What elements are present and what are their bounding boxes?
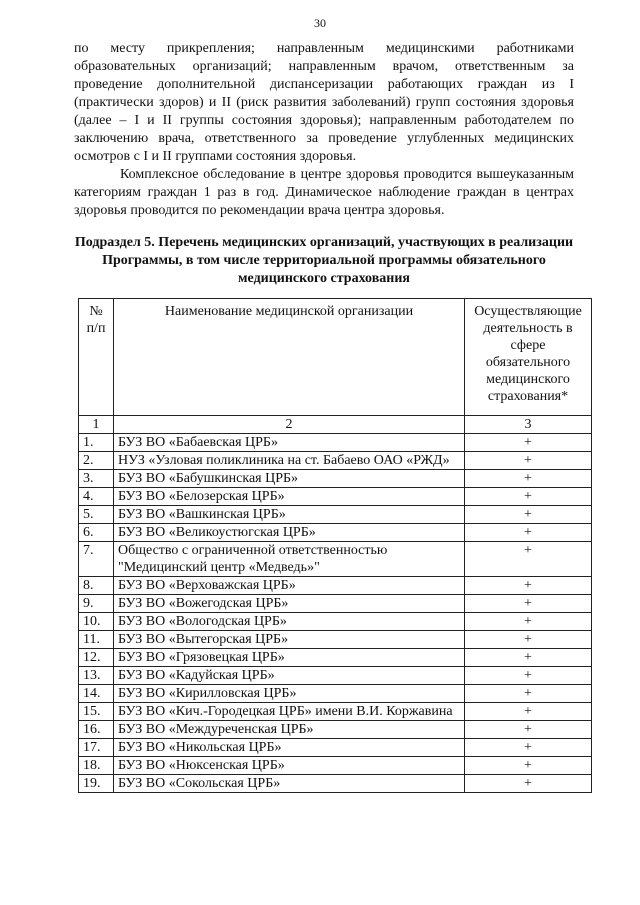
organization-name: БУЗ ВО «Грязовецкая ЦРБ» [114,649,465,667]
table-row [79,577,592,595]
intro-paragraph: Комплексное обследование в центре здоровья проводится вышеуказанным категориям граждан 1 раз в год. Динамическое наблюдение граждан в центрах здоровья проводится по рекомендации врача центра здоровья. [74,167,574,218]
organization-name: НУЗ «Узловая поликлиника на ст. Бабаево ОАО «РЖД» [114,452,465,470]
row-number: 9. [79,595,114,613]
row-number: 6. [79,524,114,542]
table-row [79,506,592,524]
oms-mark: + [465,506,592,524]
table-body [79,434,592,793]
row-number: 1. [79,434,114,452]
organization-name: БУЗ ВО «Никольская ЦРБ» [114,739,465,757]
organization-name: БУЗ ВО «Кирилловская ЦРБ» [114,685,465,703]
oms-mark: + [465,542,592,577]
row-number: 8. [79,577,114,595]
oms-mark: + [465,577,592,595]
organization-name: БУЗ ВО «Верховажская ЦРБ» [114,577,465,595]
organization-name: БУЗ ВО «Бабаевская ЦРБ» [114,434,465,452]
oms-mark: + [465,470,592,488]
table-row [79,631,592,649]
column-number: 2 [114,416,465,434]
oms-mark: + [465,757,592,775]
row-number: 2. [79,452,114,470]
oms-mark: + [465,703,592,721]
table-row [79,667,592,685]
oms-mark: + [465,721,592,739]
table-header-row [79,299,592,416]
table-row [79,542,592,577]
table-row [79,613,592,631]
organization-name: БУЗ ВО «Вашкинская ЦРБ» [114,506,465,524]
column-number: 3 [465,416,592,434]
row-number: 12. [79,649,114,667]
page-number: 30 [314,16,326,30]
row-number: 16. [79,721,114,739]
row-number: 15. [79,703,114,721]
row-number: 18. [79,757,114,775]
table-row [79,470,592,488]
organization-name: БУЗ ВО «Кадуйская ЦРБ» [114,667,465,685]
organization-name: БУЗ ВО «Вологодская ЦРБ» [114,613,465,631]
organization-name: БУЗ ВО «Бабушкинская ЦРБ» [114,470,465,488]
row-number: 10. [79,613,114,631]
row-number: 13. [79,667,114,685]
section-heading: Подраздел 5. Перечень медицинских организаций, участвующих в реализации Программы, в том числе территориальной программы обязательного медицинского страхования [74,235,574,286]
column-number-row [79,416,592,434]
header-organization-name: Наименование медицинской организации [114,299,465,416]
row-number: 11. [79,631,114,649]
table-row [79,649,592,667]
oms-mark: + [465,631,592,649]
organization-name: БУЗ ВО «Великоустюгская ЦРБ» [114,524,465,542]
oms-mark: + [465,524,592,542]
oms-mark: + [465,488,592,506]
column-number: 1 [79,416,114,434]
row-number: 19. [79,775,114,793]
organizations-table [78,298,592,793]
oms-mark: + [465,452,592,470]
oms-mark: + [465,667,592,685]
organization-name: БУЗ ВО «Нюксенская ЦРБ» [114,757,465,775]
oms-mark: + [465,613,592,631]
table-row [79,757,592,775]
intro-paragraph: по месту прикрепления; направленным медицинскими работниками образовательных организаций; направленным врачом, ответственным за проведение дополнительной диспансеризации работающих граждан из I (практически здоров) и II (риск развития заболеваний) групп состояния здоровья (далее – I и II группы состояния здоровья); направленным работодателем по заключению врача, ответственного за проведение углубленных медицинских осмотров с I и II группами состояния здоровья. [74,41,574,164]
table-row [79,775,592,793]
organization-name: БУЗ ВО «Вытегорская ЦРБ» [114,631,465,649]
organization-name: БУЗ ВО «Вожегодская ЦРБ» [114,595,465,613]
row-number: 17. [79,739,114,757]
table-row [79,595,592,613]
oms-mark: + [465,739,592,757]
oms-mark: + [465,775,592,793]
table-row [79,524,592,542]
table-row [79,434,592,452]
header-number: № п/п [79,299,114,416]
organization-name: БУЗ ВО «Сокольская ЦРБ» [114,775,465,793]
row-number: 14. [79,685,114,703]
header-oms-activity: Осуществляющие деятельность в сфере обязательного медицинского страхования* [465,299,592,416]
table-row [79,685,592,703]
oms-mark: + [465,649,592,667]
table-row [79,721,592,739]
organization-name: БУЗ ВО «Междуреченская ЦРБ» [114,721,465,739]
oms-mark: + [465,595,592,613]
table-row [79,703,592,721]
table-row [79,452,592,470]
intro-text [74,40,574,220]
oms-mark: + [465,434,592,452]
table-row [79,488,592,506]
row-number: 7. [79,542,114,577]
row-number: 5. [79,506,114,524]
table-row [79,739,592,757]
row-number: 3. [79,470,114,488]
row-number: 4. [79,488,114,506]
organization-name: БУЗ ВО «Кич.-Городецкая ЦРБ» имени В.И. Коржавина [114,703,465,721]
oms-mark: + [465,685,592,703]
organization-name: БУЗ ВО «Белозерская ЦРБ» [114,488,465,506]
organization-name: Общество с ограниченной ответственностью "Медицинский центр «Медведь»" [114,542,465,577]
